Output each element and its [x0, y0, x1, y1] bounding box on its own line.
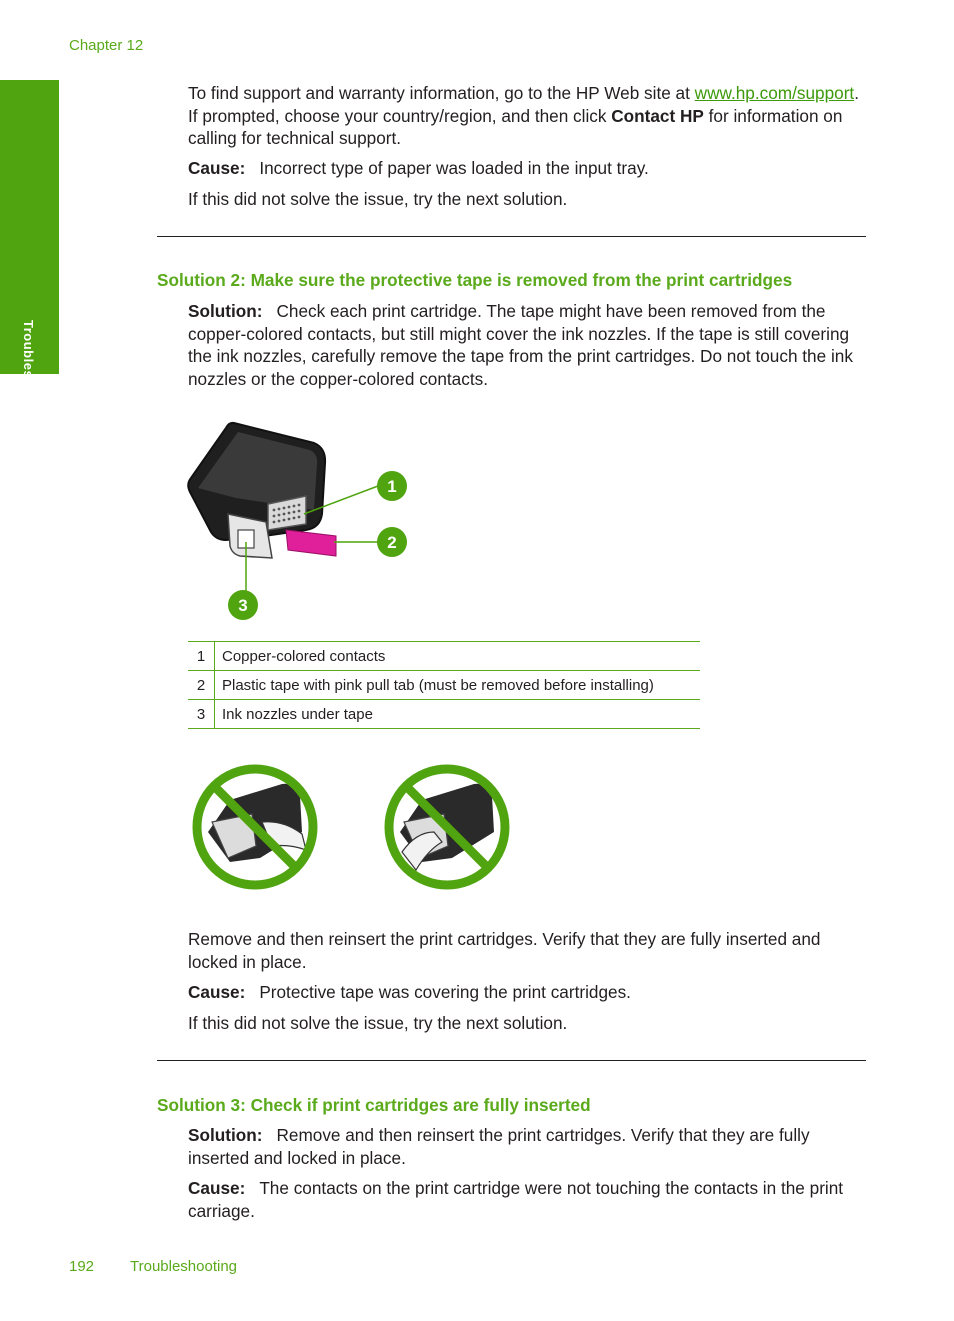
legend-number: 1 — [188, 642, 215, 671]
side-tab-label: Troubleshooting — [21, 320, 36, 430]
solution-label: Solution: — [188, 301, 263, 321]
cause-text: Protective tape was covering the print cartridges. — [259, 982, 631, 1002]
callout-3: 3 — [238, 596, 248, 615]
solution-text: Remove and then reinsert the print cartridges. Verify that they are fully inserted and locked in place. — [188, 1125, 810, 1168]
cause-text: Incorrect type of paper was loaded in the input tray. — [259, 158, 649, 178]
section-divider — [157, 236, 866, 237]
side-tab — [0, 80, 59, 430]
solution-text: Check each print cartridge. The tape might have been removed from the copper-colored contacts, but still might cover the ink nozzles. If the tape is still covering the ink nozzles, carefully remove the tape from the print cartridges. Do not touch the ink nozzles or the copper-colored contacts. — [188, 301, 853, 389]
callout-1: 1 — [387, 477, 397, 496]
solution-2-heading: Solution 2: Make sure the protective tape is removed from the print cartridges — [157, 270, 793, 290]
solution-2-paragraph — [188, 300, 868, 390]
page-number: 192 — [69, 1258, 95, 1275]
next-solution-1: If this did not solve the issue, try the next solution. — [188, 189, 568, 209]
chapter-label: Chapter 12 — [69, 37, 144, 54]
legend-row — [188, 700, 700, 729]
legend-row — [188, 642, 700, 671]
callout-2: 2 — [387, 533, 397, 552]
intro-paragraph — [188, 82, 868, 150]
contact-hp-bold: Contact HP — [611, 105, 704, 126]
legend-row — [188, 671, 700, 700]
footer-section: Troubleshooting — [130, 1258, 238, 1275]
link-text-1: www.hp.com/ — [694, 83, 797, 103]
cause-2 — [188, 981, 868, 1004]
do-not-touch-contacts-icon — [190, 762, 320, 892]
next-solution-2: If this did not solve the issue, try the next solution. — [188, 1013, 568, 1033]
cause-1 — [188, 157, 868, 180]
print-cartridge-illustration — [186, 418, 416, 624]
cause-label: Cause: — [188, 982, 246, 1002]
legend-number: 2 — [188, 671, 215, 700]
figure-legend-table — [188, 641, 700, 729]
cause-3 — [188, 1177, 868, 1222]
solution-3-paragraph — [188, 1124, 868, 1169]
intro-text: To find support and warranty information, go to the HP Web site at — [188, 83, 695, 103]
cause-label: Cause: — [188, 158, 246, 178]
intro-text-3: for information on calling for technical support. — [188, 105, 843, 148]
legend-number: 3 — [188, 700, 215, 729]
solution-label: Solution: — [188, 1125, 263, 1145]
legend-text: Copper-colored contacts — [215, 642, 701, 671]
do-not-touch-nozzles-icon — [382, 762, 512, 892]
legend-text: Ink nozzles under tape — [215, 700, 701, 729]
reinsert-paragraph: Remove and then reinsert the print cartridges. Verify that they are fully inserted and locked in place. — [188, 929, 821, 972]
section-divider — [157, 1060, 866, 1061]
cause-text: The contacts on the print cartridge were not touching the contacts in the print carriage. — [188, 1178, 844, 1221]
cause-label: Cause: — [188, 1178, 246, 1198]
intro-text-2: . If prompted, choose your country/region, and then click — [188, 83, 859, 126]
solution-3-heading: Solution 3: Check if print cartridges are fully inserted — [157, 1095, 591, 1115]
link-text-2: support — [796, 83, 855, 103]
legend-text: Plastic tape with pink pull tab (must be removed before installing) — [215, 671, 701, 700]
hp-support-link[interactable] — [695, 83, 855, 103]
